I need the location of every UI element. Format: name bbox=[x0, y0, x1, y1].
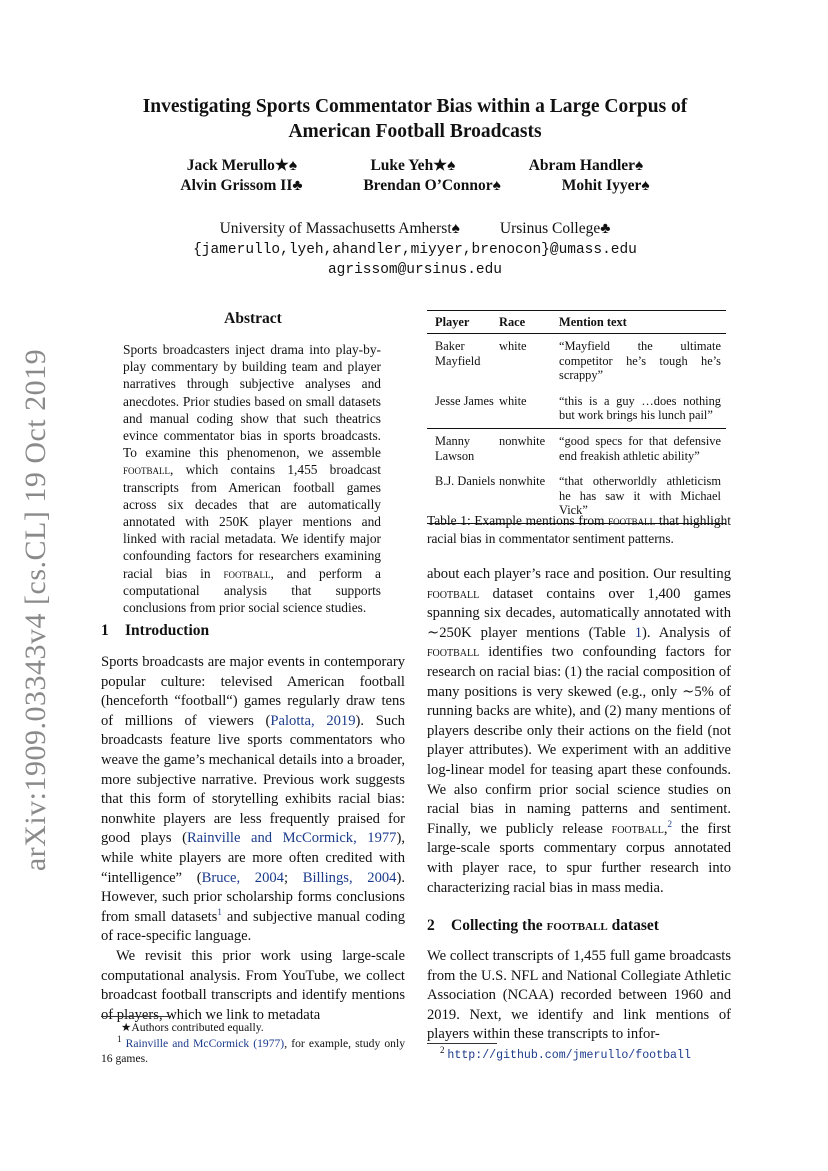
paper-title bbox=[100, 94, 730, 144]
table-row: Baker Mayfield white “Mayfield the ultimate competitor he’s tough he’s scrappy” bbox=[435, 339, 721, 383]
dataset-name: football bbox=[123, 462, 170, 478]
table-row: Jesse James white “this is a guy …does nothing but work brings his lunch pail” bbox=[435, 393, 721, 423]
intro-text bbox=[101, 653, 405, 1025]
footnote-rule bbox=[101, 1016, 171, 1017]
table-1-caption: Table 1: Example mentions from football that highlight racial bias in commentator sentiment patterns. bbox=[427, 513, 732, 546]
table-1 bbox=[427, 310, 726, 524]
author-name: Abram Handler♠ bbox=[528, 157, 644, 174]
footnote-ref[interactable]: 1 bbox=[217, 906, 222, 917]
intro-paragraph-2: We revisit this prior work using large-scale computational analysis. From YouTube, we collect broadcast football transcripts and identify mentions of players, which we link to metadata bbox=[101, 947, 405, 1023]
intro-paragraph-1: Sports broadcasts are major events in contemporary popular culture: televised American football (henceforth “football“) games regularly draw tens of millions of viewers (Palotta, 2019). Such broadcasts feature live sports commentators who weave the game’s mechanical details into a broader, more subjective narrative. Previous work suggests that this form of storytelling exhibits racial bias: nonwhite players are less frequently praised for good plays (Rainville and McCormick, 1977), while white players are more often credited with “intelligence” (Bruce, 2004; Billings, 2004). However, such prior scholarship forms conclusions from small datasets$^1$ and subjective manual coding of race-specific language. bbox=[101, 654, 405, 945]
section-2-heading: 2 Collecting the football dataset bbox=[427, 917, 659, 934]
section-2-text: We collect transcripts of 1,455 full game broadcasts from the U.S. NFL and National Collegiate Athletic Association (NCAA) recorded between 1960 and 2019. Next, we identify and link mentions of players within these transcripts to infor- bbox=[427, 948, 731, 1043]
dataset-name: football bbox=[223, 565, 271, 581]
table-header-cell: Player bbox=[435, 315, 470, 329]
affiliation-ursinus: Ursinus College♣ bbox=[499, 220, 611, 237]
email-block bbox=[100, 240, 730, 280]
citation-link[interactable]: Palotta, 2019 bbox=[270, 712, 356, 729]
abstract-heading: Abstract bbox=[224, 310, 282, 327]
citation-link[interactable]: Billings, 2004 bbox=[302, 869, 397, 886]
citation-link[interactable]: Rainville and McCormick (1977) bbox=[125, 1037, 285, 1050]
footnote-1: $^1$ Rainville and McCormick (1977), for example, study only 16 games. bbox=[101, 1034, 406, 1065]
section-1-heading: 1 Introduction bbox=[101, 622, 210, 639]
citation-link[interactable]: Bruce, 2004 bbox=[201, 869, 284, 886]
table-row: B.J. Daniels nonwhite “that otherworldly athleticism he has saw it with Michael Vick” bbox=[435, 474, 721, 518]
citation-link[interactable]: Rainville and McCormick, 1977 bbox=[186, 830, 397, 847]
affiliations bbox=[100, 219, 730, 239]
table-header-cell: Race bbox=[499, 315, 526, 329]
table-header-row bbox=[427, 311, 726, 333]
title-line-2: American Football Broadcasts bbox=[288, 121, 542, 142]
affiliation-umass: University of Massachusetts Amherst♠ bbox=[219, 220, 460, 237]
author-name: Jack Merullo★♠ bbox=[186, 157, 298, 174]
author-name: Luke Yeh★♠ bbox=[370, 157, 456, 174]
title-line-1: Investigating Sports Commentator Bias within a Large Corpus of bbox=[142, 96, 688, 117]
abstract-body: Sports broadcasters inject drama into play-by-play commentary by building team and player narratives through subjective analyses and anecdotes. Prior studies based on small datasets and manual coding show that such theatrics evince commentator bias in sports broadcasts. To examine this phenomenon, we assemble football, which contains 1,455 broadcast transcripts from American football games across six decades that are automatically annotated with 250K player mentions and linked with racial metadata. We identify major confounding factors for researchers examining racial bias in football, and perform a computational analysis that supports conclusions from prior social science studies. bbox=[123, 342, 381, 616]
email-umass[interactable]: {jamerullo,lyeh,ahandler,miyyer,brenocon}@umass.edu bbox=[193, 242, 637, 258]
footnote-ref[interactable]: 2 bbox=[667, 818, 673, 829]
github-link[interactable]: http://github.com/jmerullo/football bbox=[447, 1049, 691, 1062]
table-row: Manny Lawson nonwhite “good specs for that defensive end freakish athletic ability” bbox=[435, 434, 721, 463]
author-name: Mohit Iyyer♠ bbox=[561, 177, 650, 194]
arxiv-stamp-text: arXiv:1909.03343v4 [cs.CL] 19 Oct 2019 bbox=[19, 348, 52, 872]
arxiv-stamp bbox=[18, 350, 54, 870]
footnote-2: $^2$ http://github.com/jmerullo/football bbox=[440, 1045, 691, 1062]
table-header-cell: Mention text bbox=[559, 315, 627, 329]
email-ursinus[interactable]: agrissom@ursinus.edu bbox=[327, 262, 503, 278]
author-list bbox=[150, 156, 680, 196]
footnote-rule bbox=[427, 1043, 497, 1044]
table-ref-link[interactable]: 1 bbox=[634, 624, 643, 641]
author-name: Alvin Grissom II♣ bbox=[180, 177, 303, 194]
footnote-star: ★Authors contributed equally. bbox=[121, 1021, 264, 1034]
right-column-text: about each player’s race and position. Our resulting football dataset contains over 1,400 games spanning six decades, automatically annotated with ∼250K player mentions (Table 1). Analysis of football identifies two confounding factors for research on racial bias: (1) the racial composition of many positions is very skewed (e.g., only ∼5% of running backs are white), and (2) many mentions of players describe only their actions on the field (not player attributes). We experiment with an additive log-linear model for teasing apart these confounds. We also confirm prior social science studies on racial bias in naming patterns and sentiment. Finally, we publicly release football,$^2$ the first large-scale sports commentary corpus annotated with player race, to spur further research into characterizing racial bias in mass media. bbox=[427, 566, 731, 896]
author-name: Brendan O’Connor♠ bbox=[363, 177, 501, 194]
